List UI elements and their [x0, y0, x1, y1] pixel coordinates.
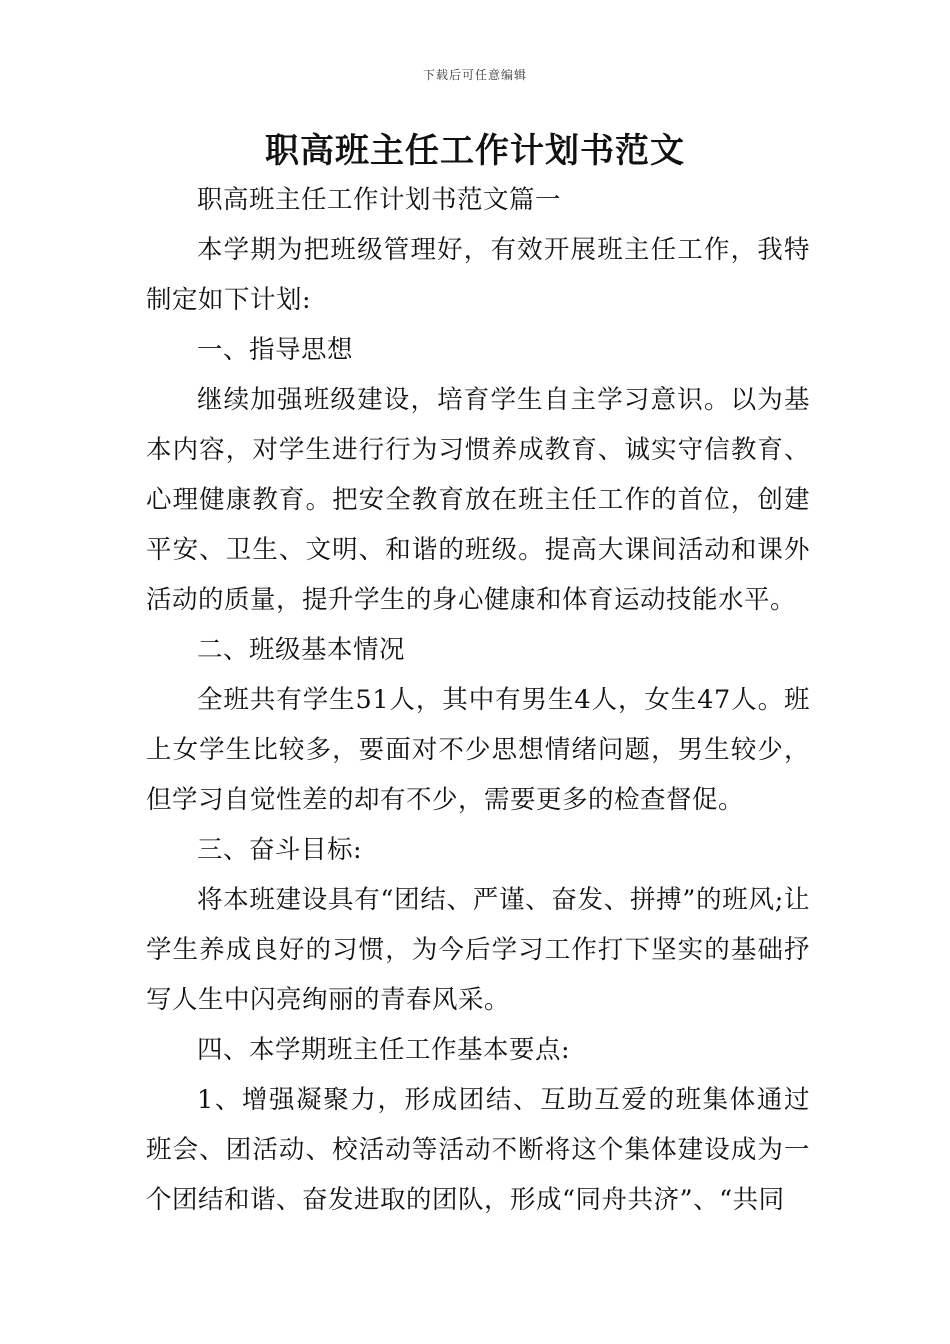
paragraph-guiding-ideology: 继续加强班级建设，培育学生自主学习意识。以为基本内容，对学生进行行为习惯养成教育、诚实守信教育、心理健康教育。把安全教育放在班主任工作的首位，创建平安、卫生、文明、和谐的班级。提高大课间活动和课外活动的质量，提升学生的身心健康和体育运动技能水平。 — [146, 385, 810, 615]
header-note: 下载后可任意编辑 — [422, 68, 527, 82]
section-heading-guiding-ideology: 一、指导思想 — [197, 335, 354, 365]
document-body — [146, 175, 810, 1225]
paragraph-goals: 将本班建设具有“团结、严谨、奋发、拼搏”的班风;让学生养成良好的习惯，为今后学习工作打下坚实的基础抒写人生中闪亮绚丽的青春风采。 — [146, 885, 810, 1015]
paragraph-intro: 本学期为把班级管理好，有效开展班主任工作，我特制定如下计划: — [146, 235, 810, 315]
paragraph-key-point-1: 1、增强凝聚力，形成团结、互助互爱的班集体通过班会、团活动、校活动等活动不断将这个集体建设成为一个团结和谐、奋发进取的团队，形成“同舟共济”、“共同 — [146, 1085, 810, 1215]
paragraph-subtitle: 职高班主任工作计划书范文篇一 — [197, 185, 562, 215]
section-heading-class-situation: 二、班级基本情况 — [197, 635, 406, 665]
section-heading-key-points: 四、本学期班主任工作基本要点: — [197, 1035, 571, 1065]
paragraph-class-situation: 全班共有学生51人，其中有男生4人，女生47人。班上女学生比较多，要面对不少思想情绪问题，男生较少，但学习自觉性差的却有不少，需要更多的检查督促。 — [146, 685, 810, 815]
section-heading-goals: 三、奋斗目标: — [197, 835, 363, 865]
document-title: 职高班主任工作计划书范文 — [265, 131, 685, 171]
